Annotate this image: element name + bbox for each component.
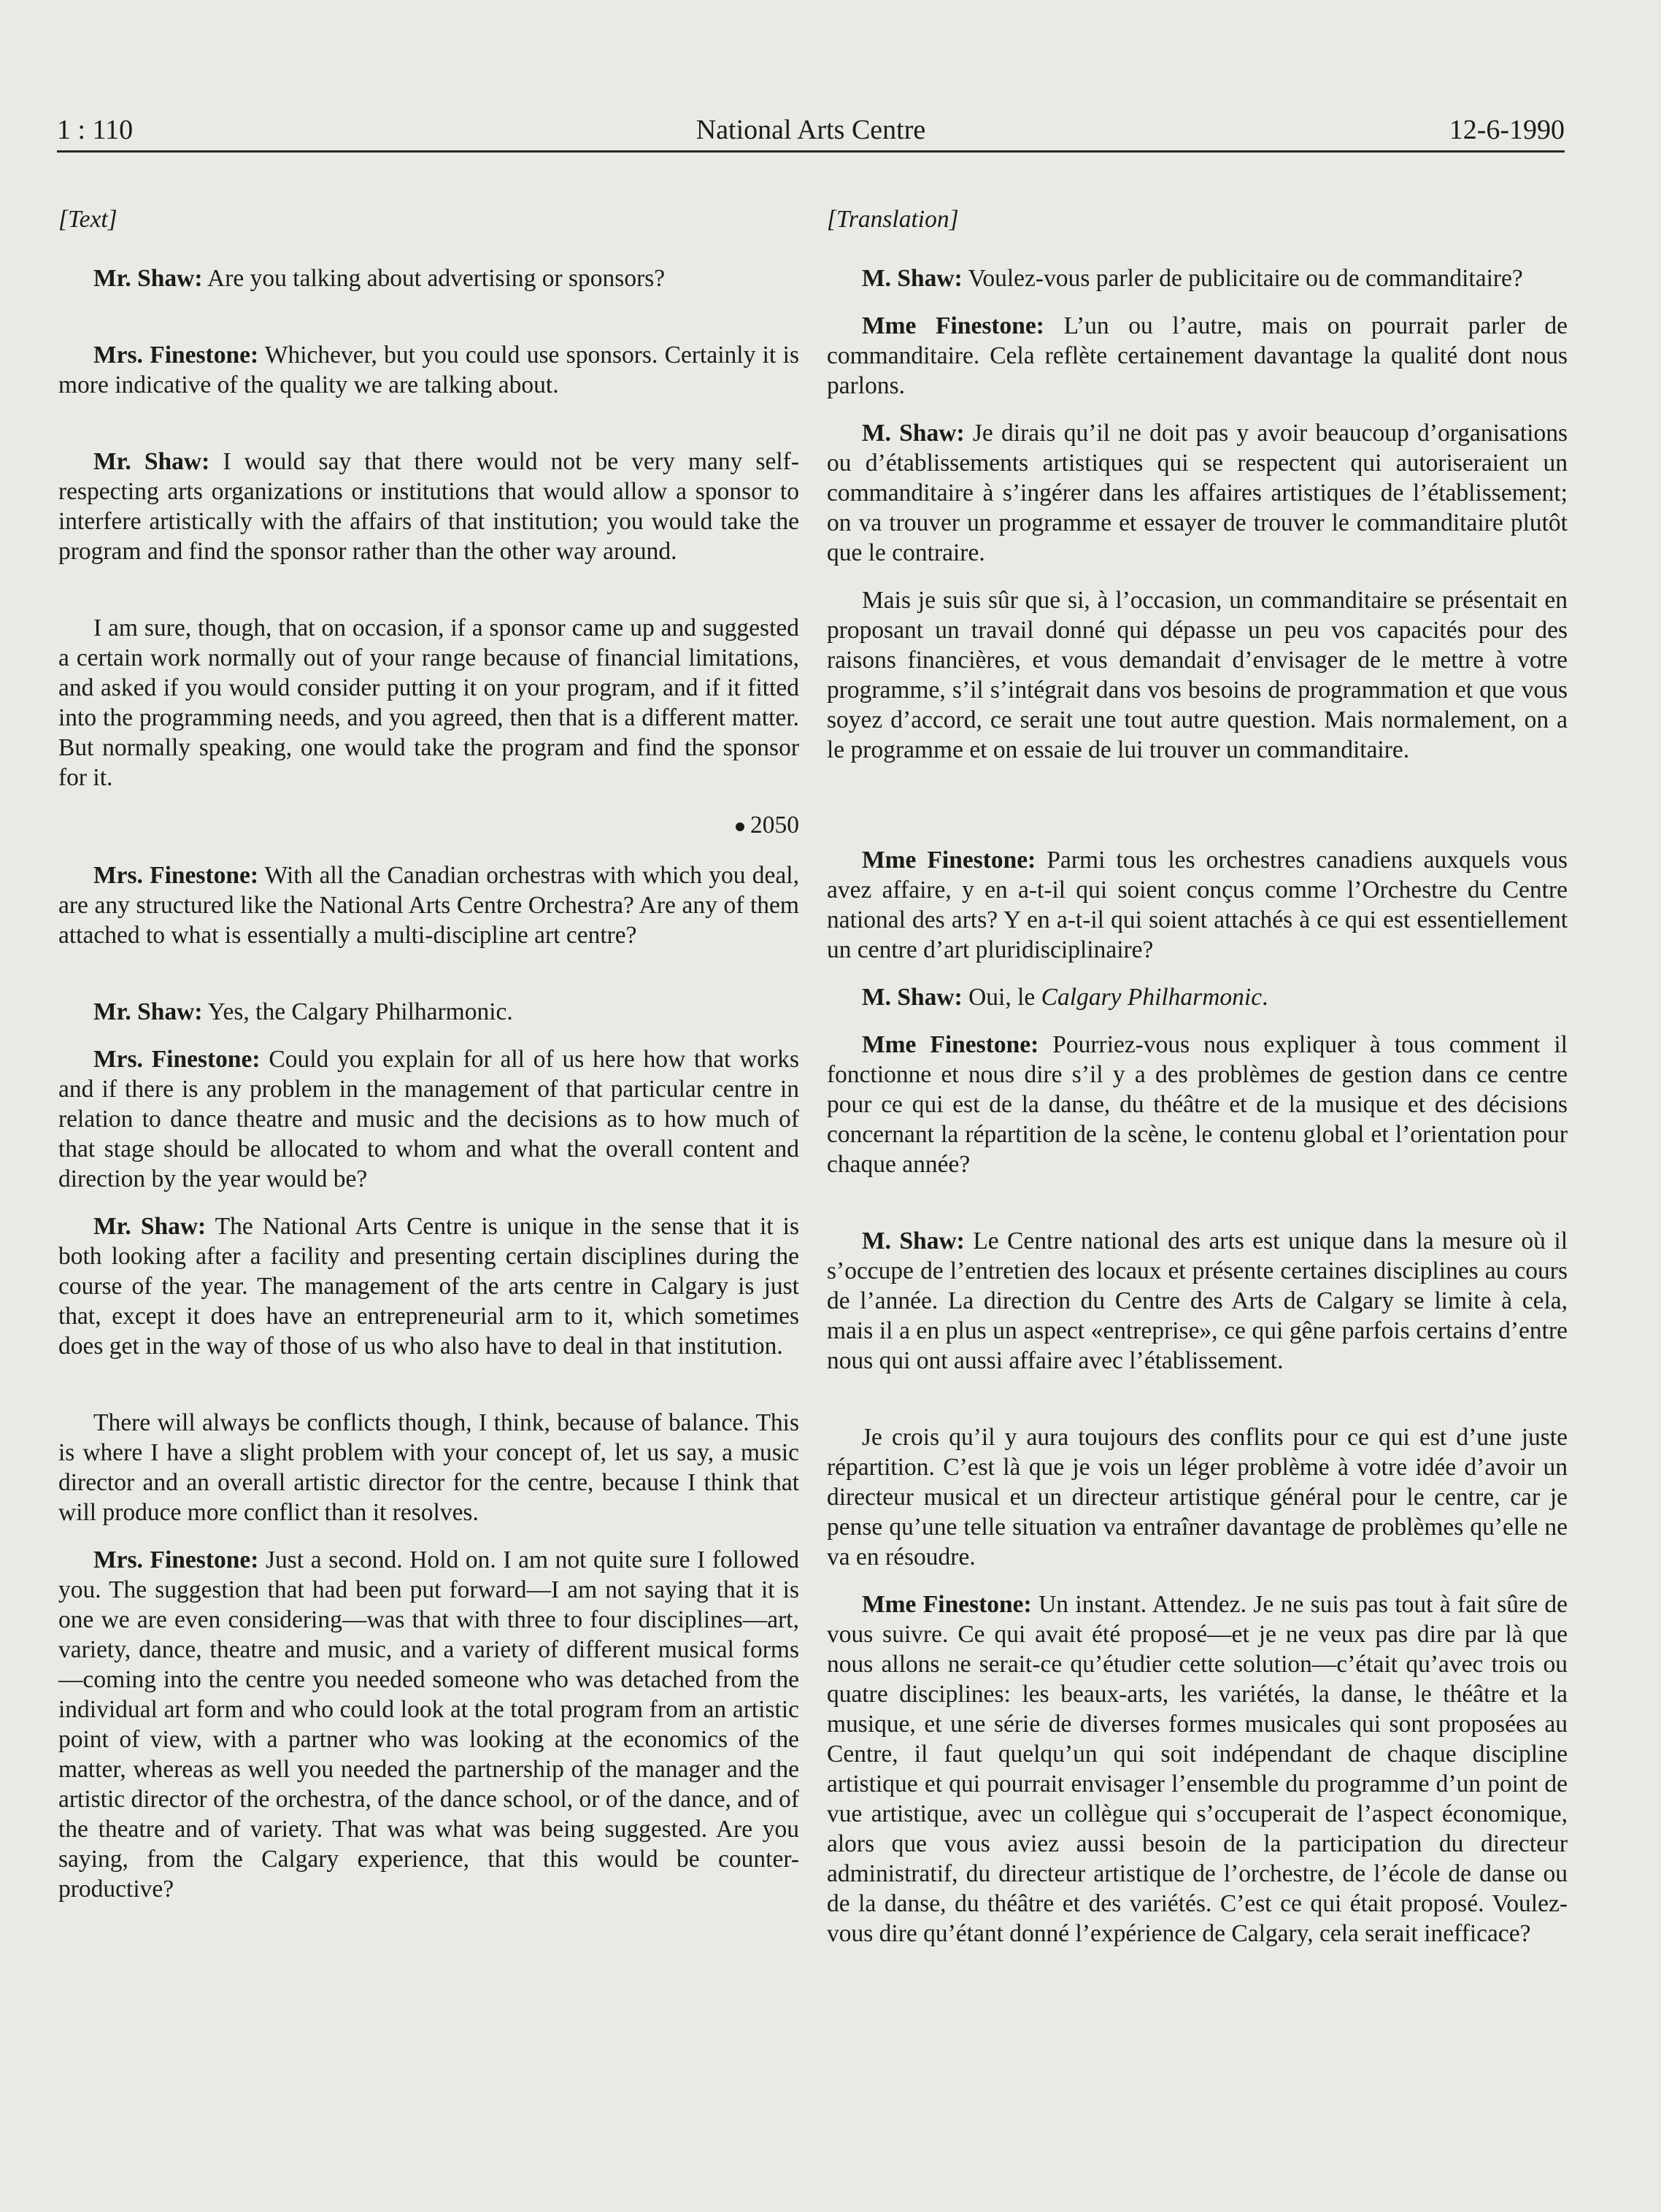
speaker-label: Mrs. Finestone: [93, 1046, 261, 1073]
speaker-label: Mme Finestone: [862, 1031, 1039, 1058]
translation-tag: [Translation] [827, 206, 959, 233]
paragraph [827, 311, 1568, 401]
running-title: National Arts Centre [695, 115, 926, 145]
speaker-label: Mr. Shaw: [93, 1213, 207, 1240]
speaker-label: Mme Finestone: [862, 1591, 1032, 1618]
paragraph [827, 263, 1568, 293]
bullet-icon [736, 822, 744, 831]
english-column [58, 204, 799, 1922]
paragraph-text: Whichever, but you could use sponsors. Certainly it is more indicative of the quality we are talking about. [58, 342, 799, 398]
paragraph [827, 1589, 1568, 1949]
paragraph-text: Could you explain for all of us here how that works and if there is any problem in the management of that particular centre in relation to dance theatre and music and the decisions as to how much of that stage should be allocated to whom and what the overall content and direction by the year would be? [58, 1046, 799, 1192]
speaker-label: M. Shaw: [862, 265, 963, 292]
paragraph [58, 1408, 799, 1527]
paragraph [58, 613, 799, 793]
paragraph [827, 1030, 1568, 1179]
paragraph-text: Pourriez-vous nous expliquer à tous comment il fonctionne et nous dire s’il y a des problèmes de gestion dans ce centre pour ce qui est de la danse, du théâtre et de la musique et des décisions concernant la répartition de la scène, le contenu global et l’orientation pour chaque année? [827, 1031, 1568, 1178]
time-marker [58, 810, 799, 840]
paragraph [827, 418, 1568, 568]
paragraph-text: Le Centre national des arts est unique dans la mesure où il s’occupe de l’entretien des locaux et présente certaines disciplines au cours de l’année. La direction du Centre des Arts de Calgary se limite à cela, mais il a en plus un aspect «entreprise», ce qui gêne parfois certains d’entre nous qui ont aussi affaire avec l’établissement. [827, 1228, 1568, 1374]
paragraph-text: I am sure, though, that on occasion, if a sponsor came up and suggested a certain work normally out of your range because of financial limitations, and asked if you would consider putting it on your program, and if it fitted into the programming needs, and you agreed, then that is a different matter. But normally speaking, one would take the program and find the sponsor for it. [58, 614, 799, 791]
paragraph [58, 997, 799, 1027]
paragraph [58, 1044, 799, 1194]
paragraph-text: Je crois qu’il y aura toujours des conflits pour ce qui est d’une juste répartition. C’est là que je vois un léger problème à votre idée d’avoir un directeur musical et un directeur artistique général pour le centre, car je pense qu’une telle situation va entraîner davantage de problèmes qu’elle ne va en résoudre. [827, 1424, 1568, 1571]
paragraph [58, 860, 799, 950]
paragraph-text: The National Arts Centre is unique in the sense that it is both looking after a facility and presenting certain disciplines during the course of the year. The management of the arts centre in Calgary is just that, except it does have an entrepreneurial arm to it, which sometimes does get in the way of those of us who also have to deal in that institution. [58, 1213, 799, 1360]
paragraph-text: With all the Canadian orchestras with which you deal, are any structured like the National Arts Centre Orchestra? Are any of them attached to what is essentially a multi-discipline art centre? [58, 862, 799, 949]
paragraph-text: Are you talking about advertising or sponsors? [202, 265, 666, 292]
page-date: 12-6-1990 [1449, 115, 1565, 145]
paragraph-text: L’un ou l’autre, mais on pourrait parler de commanditaire. Cela reflète certainement davantage la qualité dont nous parlons. [827, 312, 1568, 399]
speaker-label: Mrs. Finestone: [93, 342, 259, 369]
paragraph-text: I would say that there would not be very many self-respecting arts organizations or institutions that would allow a sponsor to interfere artistically with the affairs of that institution; you would take the program and find the sponsor rather than the other way around. [58, 448, 799, 565]
paragraph [58, 1545, 799, 1904]
paragraph [827, 845, 1568, 965]
paragraph-text: Parmi tous les orchestres canadiens auxquels vous avez affaire, y en a-t-il qui soient conçus comme l’Orchestre du Centre national des arts? Y en a-t-il qui soient attachés à ce qui est essentiellement un centre d’art pluridisciplinaire? [827, 847, 1568, 963]
time-marker-text: 2050 [750, 812, 799, 839]
page-number: 1 : 110 [57, 115, 134, 145]
paragraph-text: Yes, the Calgary Philharmonic. [202, 998, 513, 1025]
speaker-label: M. Shaw: [862, 984, 963, 1011]
paragraph [827, 1422, 1568, 1572]
paragraph-text: Un instant. Attendez. Je ne suis pas tout à fait sûre de vous suivre. Ce qui avait été proposé—et je ne veux pas dire par là que nous allons ne serait-ce qu’étudier cette solution—c’était qu’avec trois ou quatre disciplines: les beaux-arts, les variétés, la danse, le théâtre et la musique, et une série de diverses formes musicales qui sont proposées au Centre, il faut quelqu’un qui soit indépendant de chaque discipline artistique et qui pourrait envisager l’ensemble du programme d’un point de vue artistique, avec un collègue qui s’occuperait de l’aspect économique, alors que vous aviez aussi besoin de la participation du directeur administratif, du directeur artistique de l’orchestre, de l’école de danse ou de la danse, du théâtre et des variétés. C’est ce qui était proposé. Voulez-vous dire qu’étant donné l’expérience de Calgary, cela serait inefficace? [827, 1591, 1568, 1947]
speaker-label: Mme Finestone: [862, 847, 1036, 874]
text-tag: [Text] [58, 206, 117, 233]
orchestra-name: Calgary Philharmonic [1041, 984, 1263, 1011]
french-column [827, 204, 1568, 1966]
paragraph-text: Just a second. Hold on. I am not quite sure I followed you. The suggestion that had been put forward—I am not saying that it is one we are even considering—was that with three to four disciplines—art, variety, dance, theatre and music, and a variety of different musical forms—coming into the centre you needed someone who was detached from the individual art form and who could look at the total program from an artistic point of view, with a partner who was looking at the economics of the matter, whereas as well you needed the partnership of the manager and the artistic director of the orchestra, of the dance school, or of the dance, and of the theatre and of variety. That was what was being suggested. Are you saying, from the Calgary experience, that this would be counter-productive? [58, 1546, 799, 1903]
paragraph-text: There will always be conflicts though, I think, because of balance. This is where I have a slight problem with your concept of, let us say, a music director and an overall artistic director for the centre, because I think that will produce more conflict than it resolves. [58, 1409, 799, 1526]
speaker-label: Mr. Shaw: [93, 265, 203, 292]
paragraph [58, 1211, 799, 1361]
speaker-label: Mrs. Finestone: [93, 862, 259, 889]
speaker-label: M. Shaw: [862, 1228, 965, 1255]
paragraph [827, 982, 1568, 1012]
speaker-label: Mr. Shaw: [93, 448, 210, 475]
speaker-label: Mrs. Finestone: [93, 1546, 259, 1573]
paragraph-text: Voulez-vous parler de publicitaire ou de commanditaire? [962, 265, 1523, 292]
paragraph-text: Je dirais qu’il ne doit pas y avoir beaucoup d’organisations ou d’établissements artistiques qui se respectent qui autoriseraient un commanditaire à s’ingérer dans les affaires artistiques de l’établissement; on va trouver un programme et essayer de trouver le commanditaire plutôt que le contraire. [827, 420, 1568, 566]
paragraph [58, 447, 799, 566]
page-header [57, 109, 1565, 153]
speaker-label: M. Shaw: [862, 420, 965, 447]
paragraph [58, 263, 799, 293]
paragraph-text-end: . [1262, 984, 1268, 1011]
speaker-label: Mme Finestone: [862, 312, 1044, 339]
paragraph [827, 1226, 1568, 1376]
paragraph-text: Mais je suis sûr que si, à l’occasion, un commanditaire se présentait en proposant un travail donné qui dépasse un peu vos capacités pour des raisons financières, et vous demandait d’envisager de le mettre à votre programme, s’il s’intégrait dans vos besoins de programmation et que vous soyez d’accord, ce serait une tout autre question. Mais normalement, on a le programme et on essaie de lui trouver un commanditaire. [827, 587, 1568, 763]
paragraph [58, 340, 799, 400]
paragraph-text: Oui, le [962, 984, 1041, 1011]
paragraph [827, 585, 1568, 765]
speaker-label: Mr. Shaw: [93, 998, 203, 1025]
